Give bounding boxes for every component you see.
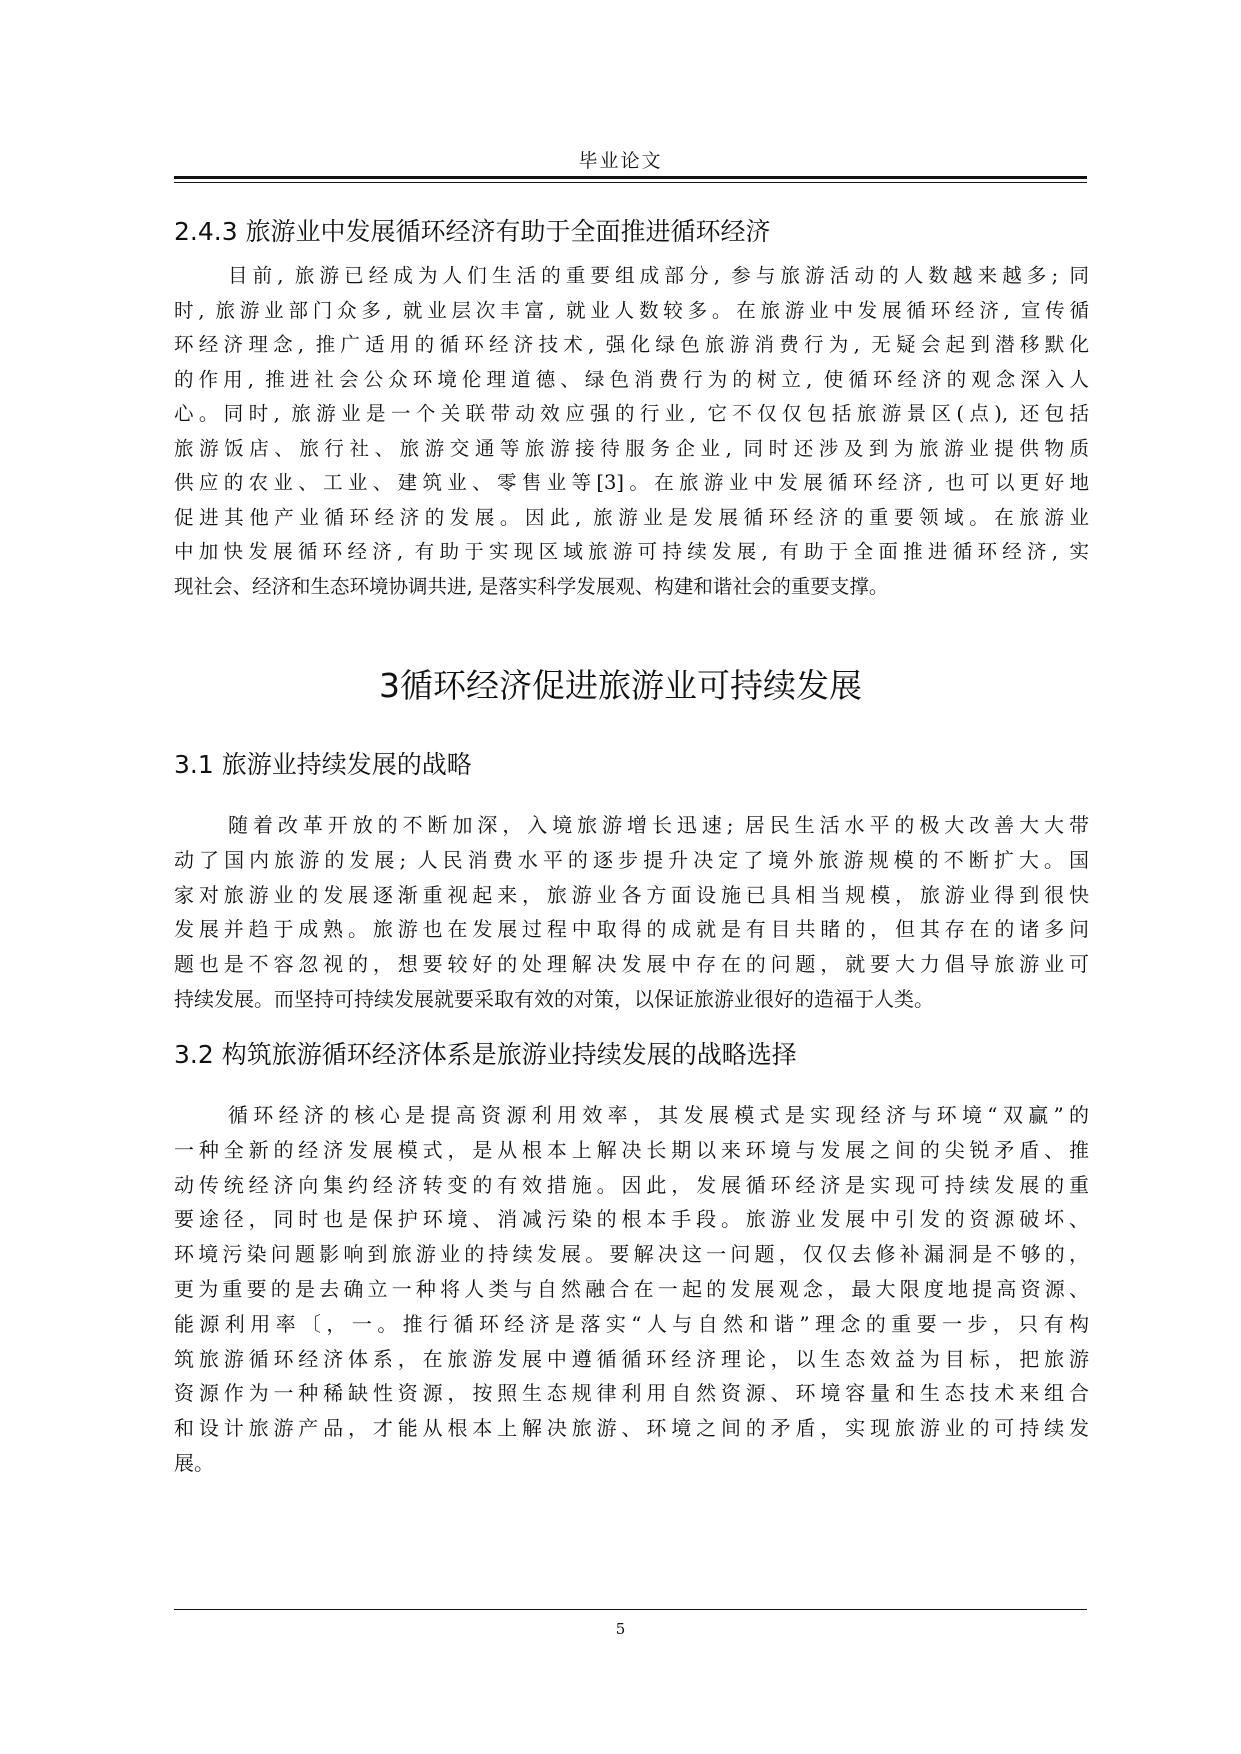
section-2-4-3-paragraph bbox=[174, 259, 1089, 604]
paragraph-line: 环境污染问题影响到旅游业的持续发展。要解决这一问题，仅仅去修补漏洞是不够的， bbox=[174, 1242, 1089, 1267]
paragraph-line: 题也是不容忽视的，想要较好的处理解决发展中存在的问题，就要大力倡导旅游业可 bbox=[174, 952, 1089, 977]
paragraph-line: 发展并趋于成熟。旅游也在发展过程中取得的成就是有目共睹的，但其存在的诸多问 bbox=[174, 917, 1089, 942]
paragraph-line: 和设计旅游产品，才能从根本上解决旅游、环境之间的矛盾，实现旅游业的可持续发 bbox=[174, 1416, 1089, 1441]
footer-rule bbox=[174, 1609, 1087, 1610]
paragraph-line: 家对旅游业的发展逐渐重视起来，旅游业各方面设施已具相当规模，旅游业得到很快 bbox=[174, 882, 1089, 907]
paragraph-line: 更为重要的是去确立一种将人类与自然融合在一起的发展观念，最大限度地提高资源、 bbox=[174, 1276, 1089, 1301]
paragraph-line: 随着改革开放的不断加深，入境旅游增长迅速; 居民生活水平的极大改善大大带 bbox=[228, 813, 1089, 837]
paragraph-line: 动了国内旅游的发展; 人民消费水平的逐步提升决定了境外旅游规模的不断扩大。国 bbox=[174, 847, 1089, 872]
section-2-4-3-heading: 2.4.3 旅游业中发展循环经济有助于全面推进循环经济 bbox=[174, 217, 771, 246]
paragraph-line: 供应的农业、工业、建筑业、零售业等[3]。在旅游业中发展循环经济, 也可以更好地 bbox=[174, 471, 1089, 494]
paragraph-line: 中加快发展循环经济, 有助于实现区域旅游可持续发展, 有助于全面推进循环经济, 实 bbox=[174, 540, 1089, 563]
page-number: 5 bbox=[615, 1620, 626, 1638]
section-3-2-heading: 3.2 构筑旅游循环经济体系是旅游业持续发展的战略选择 bbox=[174, 1040, 797, 1069]
paragraph-line: 目前, 旅游已经成为人们生活的重要组成部分, 参与旅游活动的人数越来越多; 同 bbox=[228, 264, 1089, 287]
paragraph-line: 展。 bbox=[174, 1450, 214, 1475]
paragraph-line: 环经济理念, 推广适用的循环经济技术, 强化绿色旅游消费行为, 无疑会起到潜移默化 bbox=[174, 333, 1089, 356]
section-3-2-paragraph bbox=[174, 1098, 1089, 1481]
header-rule-thick bbox=[174, 176, 1087, 179]
header-title: 毕业论文 bbox=[578, 150, 663, 172]
header-rule-thin bbox=[174, 182, 1087, 183]
paragraph-line: 能源利用率〔，一。推行循环经济是落实“人与自然和谐”理念的重要一步，只有构 bbox=[174, 1311, 1089, 1336]
paragraph-line: 的作用, 推进社会公众环境伦理道德、绿色消费行为的树立, 使循环经济的观念深入人 bbox=[174, 367, 1089, 391]
paragraph-line: 持续发展。而坚持可持续发展就要采取有效的对策，以保证旅游业很好的造福于人类。 bbox=[174, 986, 934, 1011]
paragraph-line: 一种全新的经济发展模式，是从根本上解决长期以来环境与发展之间的尖锐矛盾、推 bbox=[174, 1137, 1089, 1162]
paragraph-line: 时, 旅游业部门众多, 就业层次丰富, 就业人数较多。在旅游业中发展循环经济, 宣传循 bbox=[174, 298, 1089, 322]
chapter-3-heading: 3循环经济促进旅游业可持续发展 bbox=[379, 666, 862, 705]
paragraph-line: 资源作为一种稀缺性资源，按照生态规律利用自然资源、环境容量和生态技术来组合 bbox=[174, 1381, 1089, 1406]
section-3-1-paragraph bbox=[174, 808, 1089, 1017]
paragraph-line: 循环经济的核心是提高资源利用效率，其发展模式是实现经济与环境“双赢”的 bbox=[228, 1103, 1089, 1127]
paragraph-line: 促进其他产业循环经济的发展。因此, 旅游业是发展循环经济的重要领域。在旅游业 bbox=[174, 505, 1089, 529]
paragraph-line: 筑旅游循环经济体系，在旅游发展中遵循循环经济理论，以生态效益为目标，把旅游 bbox=[174, 1346, 1089, 1371]
paragraph-line: 现社会、经济和生态环境协调共进, 是落实科学发展观、构建和谐社会的重要支撑。 bbox=[174, 574, 889, 598]
paragraph-line: 旅游饭店、旅行社、旅游交通等旅游接待服务企业, 同时还涉及到为旅游业提供物质 bbox=[174, 436, 1089, 460]
section-3-1-heading: 3.1 旅游业持续发展的战略 bbox=[174, 750, 472, 779]
paragraph-line: 要途径，同时也是保护环境、消减污染的根本手段。旅游业发展中引发的资源破坏、 bbox=[174, 1207, 1089, 1232]
paragraph-line: 心。同时, 旅游业是一个关联带动效应强的行业, 它不仅仅包括旅游景区(点), 还包括 bbox=[174, 402, 1089, 425]
paragraph-line: 动传统经济向集约经济转变的有效措施。因此，发展循环经济是实现可持续发展的重 bbox=[174, 1172, 1089, 1197]
